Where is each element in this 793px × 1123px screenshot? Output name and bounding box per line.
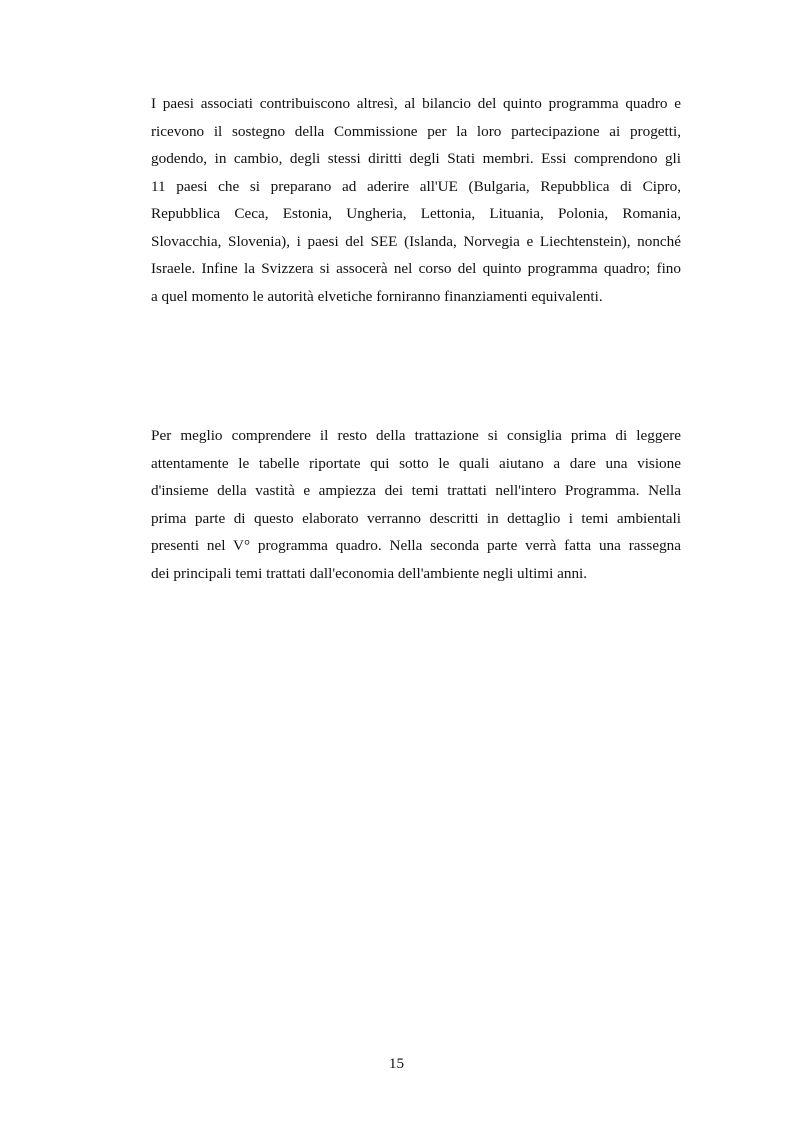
paragraph-line: dei principali temi trattati dall'economia dell'ambiente negli ultimi anni.: [151, 564, 588, 582]
page-number: 15: [388, 1055, 405, 1072]
paragraph-line: prima parte di questo elaborato verranno descritti in dettaglio i temi ambientali: [151, 509, 681, 527]
paragraph-line: a quel momento le autorità elvetiche forniranno finanziamenti equivalenti.: [151, 287, 603, 305]
paragraph-line: Slovacchia, Slovenia), i paesi del SEE (Islanda, Norvegia e Liechtenstein), nonché: [151, 232, 681, 250]
paragraph-line: Per meglio comprendere il resto della trattazione si consiglia prima di leggere: [151, 427, 681, 444]
paragraph-line: presenti nel V° programma quadro. Nella seconda parte verrà fatta una rassegna: [151, 537, 681, 554]
paragraph-line: 11 paesi che si preparano ad aderire all'UE (Bulgaria, Repubblica di Cipro,: [151, 177, 681, 195]
paragraph-line: I paesi associati contribuiscono altresì, al bilancio del quinto programma quadro e: [151, 95, 681, 112]
paragraph-line: attentamente le tabelle riportate qui sotto le quali aiutano a dare una visione: [151, 454, 681, 472]
paragraph-line: d'insieme della vastità e ampiezza dei temi trattati nell'intero Programma. Nella: [151, 482, 681, 499]
paragraph-line: godendo, in cambio, degli stessi diritti degli Stati membri. Essi comprendono gli: [151, 150, 681, 167]
paragraph-line: Repubblica Ceca, Estonia, Ungheria, Lettonia, Lituania, Polonia, Romania,: [151, 205, 681, 222]
paragraph-associated-countries: [151, 90, 681, 310]
paragraph-line: Israele. Infine la Svizzera si assocerà nel corso del quinto programma quadro; fino: [151, 260, 681, 277]
paragraph-reading-guide: [151, 422, 681, 587]
paragraph-line: ricevono il sostegno della Commissione per la loro partecipazione ai progetti,: [151, 122, 681, 140]
